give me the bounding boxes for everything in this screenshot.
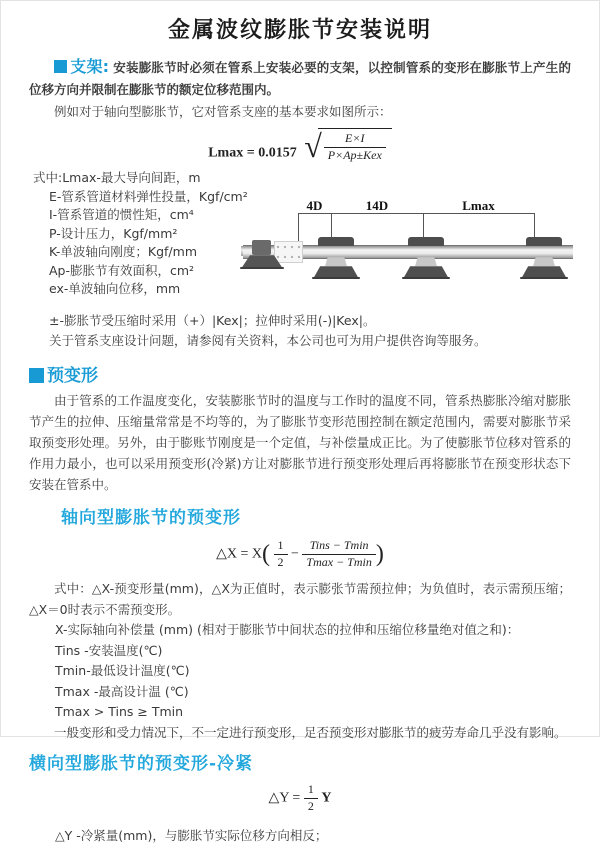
close-paren: ): [375, 541, 384, 568]
axial-line: Tmax -最高设计温 (℃): [55, 683, 189, 699]
variable-line: 式中:Lmax-最大导向间距，m: [33, 170, 201, 186]
guide-base: [314, 266, 358, 277]
variable-line: ex-单波轴向位移，mm: [49, 281, 181, 297]
support-intro-text: 安装膨胀节时必须在管系上安装必要的支架，以控制管系的变形在膨胀节上产生的位移方向并限制在膨胀节的额定位移范围内。: [29, 60, 571, 97]
minus-sign: −: [291, 546, 299, 562]
axial-line: X-实际轴向补偿量 (mm) (相对于膨胀节中间状态的拉伸和压缩位移量绝对值之和)：: [55, 622, 520, 638]
guide-support: [402, 201, 450, 311]
guide-spacing-formula: [29, 128, 571, 163]
guide-base: [522, 266, 566, 277]
dimension-label-14d: 14D: [365, 198, 389, 214]
page-title: 金属波纹膨胀节安装说明: [167, 18, 432, 43]
open-paren: (: [262, 541, 271, 568]
preform-body-paragraph: 由于管系的工作温度变化，安装膨胀节时的温度与工作时的温度不同，管系热膨胀冷缩对膨胀节产生的拉伸、压缩量常常是不均等的，为了膨胀节变形范围控制在额定范围内，需要对膨胀节采取预变形处理。另外，由于膨账节刚度是一个定值，与补偿量成正比。为了使膨胀节位移对管系的作用力最小，也可以采用预变形(冷紧)方让对膨胀节进行预变形处理后再将膨胀节在预变形状态下安装在管系中。: [29, 393, 571, 493]
guide-block: [415, 257, 437, 266]
variable-line: E-管系管道材料弹性投量，Kgf/cm²: [49, 188, 248, 204]
formula-lhs: Lmax = 0.0157: [208, 145, 297, 161]
section-marker-icon: [29, 368, 44, 383]
guide-support: [520, 201, 568, 311]
variable-line: P-设计压力，Kgf/mm²: [49, 225, 178, 241]
axial-line: Tmin-最低设计温度(℃): [55, 663, 190, 679]
lateral-subheading: 横向型膨胀节的预变形-冷紧: [29, 754, 254, 775]
dimension-label-lmax: Lmax: [462, 198, 495, 214]
dimension-label-4d: 4D: [306, 198, 323, 214]
temperature-fraction: $\frac{\text{Tins − Tmin}}{Tmax - Tmin}$: [302, 538, 375, 570]
plus-minus-note: ±-膨胀节受压缩时采用（+）|Kex|；拉伸时采用(-)|Kex|。: [49, 313, 376, 329]
variable-line: I-管系管道的惯性矩，cm⁴: [49, 207, 194, 223]
pipe-support-diagram: [241, 198, 600, 311]
guide-footer: [312, 277, 360, 279]
guide-base: [404, 266, 448, 277]
axial-preform-formula: [29, 538, 571, 570]
support-section-intro: [29, 56, 571, 101]
dimension-tick: [298, 213, 299, 243]
bellows-expansion-joint: [274, 241, 303, 263]
guide-footer: [402, 277, 450, 279]
variables-and-diagram: [29, 169, 571, 311]
service-note: 关于管系支座设计问题，请参阅有关资料，本公司也可为用户提供咨询等服务。: [49, 333, 487, 349]
anchor-support-footer: [240, 267, 284, 269]
lateral-preform-formula: [29, 782, 571, 814]
half-fraction: $\frac{1}{2}$: [274, 538, 288, 570]
lateral-note: △Y -冷紧量(mm)，与膨胀节实际位移方向相反；: [55, 827, 328, 843]
guide-support: [312, 201, 360, 311]
axial-formula-explanation: 式中：△X-预变形量(mm)，△X为正值时，表示膨张节需预拉伸；为负值时，表示需预压缩；△X＝0时表示不需预变形。: [29, 581, 571, 618]
axial-note: 一般变形和受力情况下，不一定进行预变形，足否预变形对膨胀节的疲劳寿命几乎没有影响。: [54, 724, 567, 740]
axial-subheading: 轴向型膨胀节的预变形: [61, 508, 241, 529]
guide-block: [325, 257, 347, 266]
lateral-formula-lhs: △Y =: [268, 790, 301, 806]
sqrt-glyph: √: [304, 127, 322, 164]
formula-numerator: E×I: [345, 131, 365, 145]
guide-block: [533, 257, 555, 266]
lateral-formula-rhs: Y: [321, 790, 332, 806]
radical-sign: [304, 128, 392, 163]
axial-line: Tins -安装温度(℃): [55, 642, 163, 658]
guide-clamp: [318, 237, 354, 246]
preform-section-heading: 预变形: [29, 361, 571, 386]
support-section-heading: 支架:: [54, 57, 109, 76]
document-page: [1, 1, 599, 846]
guide-clamp: [526, 237, 562, 246]
axial-variable-lines: [29, 620, 571, 743]
half-fraction: $\frac{1}{2}$: [304, 782, 318, 814]
section-marker-icon: [54, 60, 67, 73]
axial-formula-lhs: △X = X: [216, 546, 263, 562]
support-example-line: 例如对于轴向型膨胀节，它对管系支座的基本要求如图所示：: [54, 104, 392, 119]
anchor-support: [252, 240, 271, 255]
axial-line: Tmax > Tins ≥ Tmin: [55, 704, 184, 720]
guide-footer: [520, 277, 568, 279]
variable-line: Ap-膨胀节有效面积，cm²: [49, 262, 195, 278]
guide-clamp: [408, 237, 444, 246]
formula-denominator: P×Ap±Kex: [324, 147, 386, 164]
variable-line: K-单波轴向刚度；Kgf/mm: [49, 244, 197, 260]
